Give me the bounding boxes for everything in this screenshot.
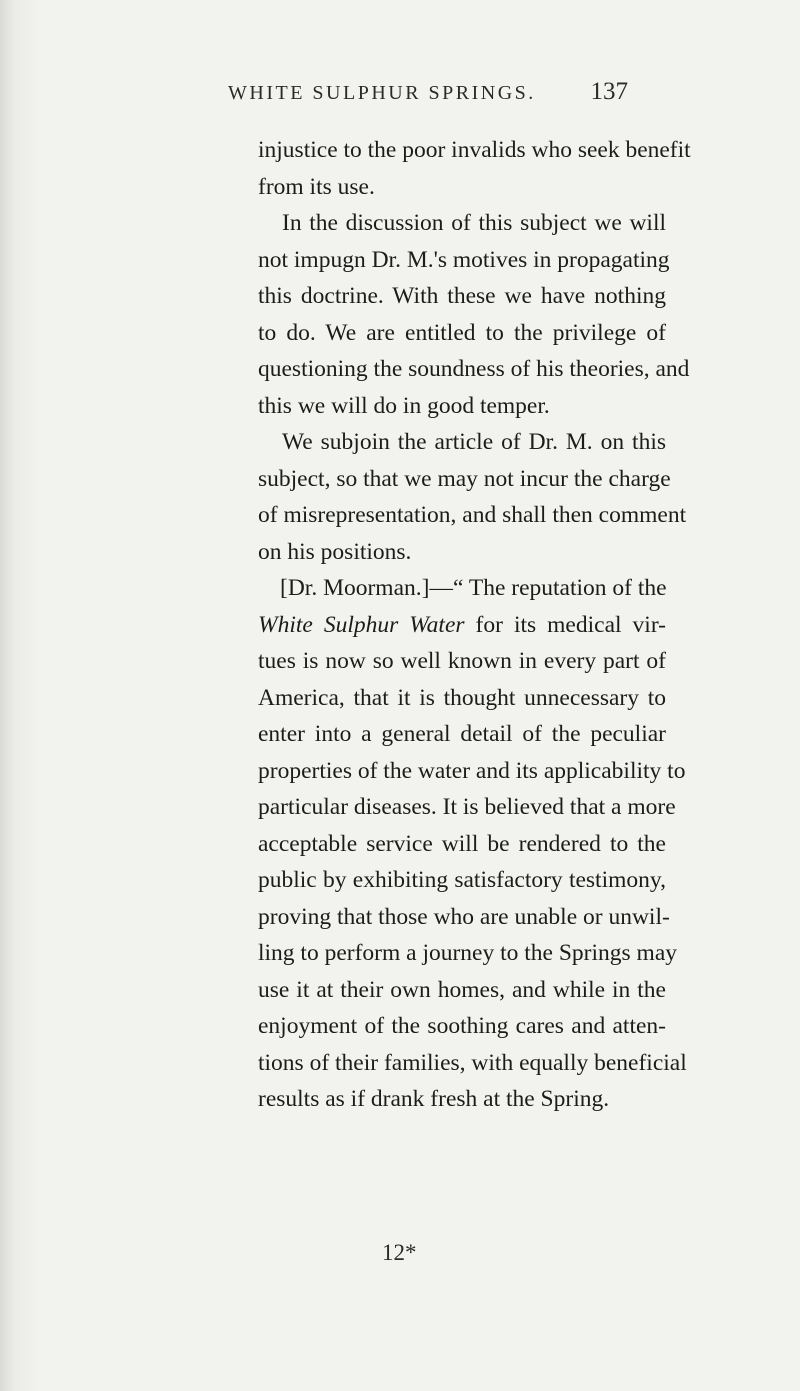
running-head: WHITE SULPHUR SPRINGS. [228,82,536,104]
text-line: We subjoin the article of Dr. M. on this [282,429,666,455]
text-line: injustice to the poor invalids who seek benefit [258,137,691,163]
text-line: [Dr. Moorman.]—“ The reputation of the [280,575,667,601]
text-line: to do. We are entitled to the privilege of [258,319,666,346]
italic-phrase: White Sulphur Water [258,611,465,638]
text-line: from its use. [258,173,375,200]
text-line: ling to perform a journey to the Springs may [258,940,678,966]
text-line: White Sulphur Water for its medical vir- [258,611,666,638]
signature-mark: 12* [382,1240,417,1265]
page-number: 137 [590,78,628,105]
text-line: properties of the water and its applicability to [258,757,686,784]
text-line: proving that those who are unable or unwil- [258,903,670,930]
text-line: questioning the soundness of his theories, and [258,356,690,382]
text-line: enter into a general detail of the peculiar [258,721,666,747]
text-line: public by exhibiting satisfactory testimony, [258,867,666,893]
text-line: use it at their own homes, and while in the [258,976,666,1003]
text-line: not impugn Dr. M.'s motives in propagating [258,246,670,273]
text-line: of misrepresentation, and shall then comment [258,502,687,528]
body-text [258,132,691,1118]
text-line: on his positions. [258,538,412,565]
text-line: subject, so that we may not incur the charge [258,465,671,492]
text-line: enjoyment of the soothing cares and atten- [258,1013,666,1039]
text-line: tions of their families, with equally beneficial [258,1049,687,1076]
text-line: this doctrine. With these we have nothing [258,283,666,309]
text-line: tues is now so well known in every part of [258,648,666,674]
text-line: results as if drank fresh at the Spring. [258,1086,610,1112]
text-line: America, that it is thought unnecessary to [258,684,666,711]
text-line: this we will do in good temper. [258,392,550,419]
text-line: acceptable service will be rendered to the [258,830,666,857]
text-line: In the discussion of this subject we will [282,210,666,236]
text-line: particular diseases. It is believed that a more [258,794,676,820]
